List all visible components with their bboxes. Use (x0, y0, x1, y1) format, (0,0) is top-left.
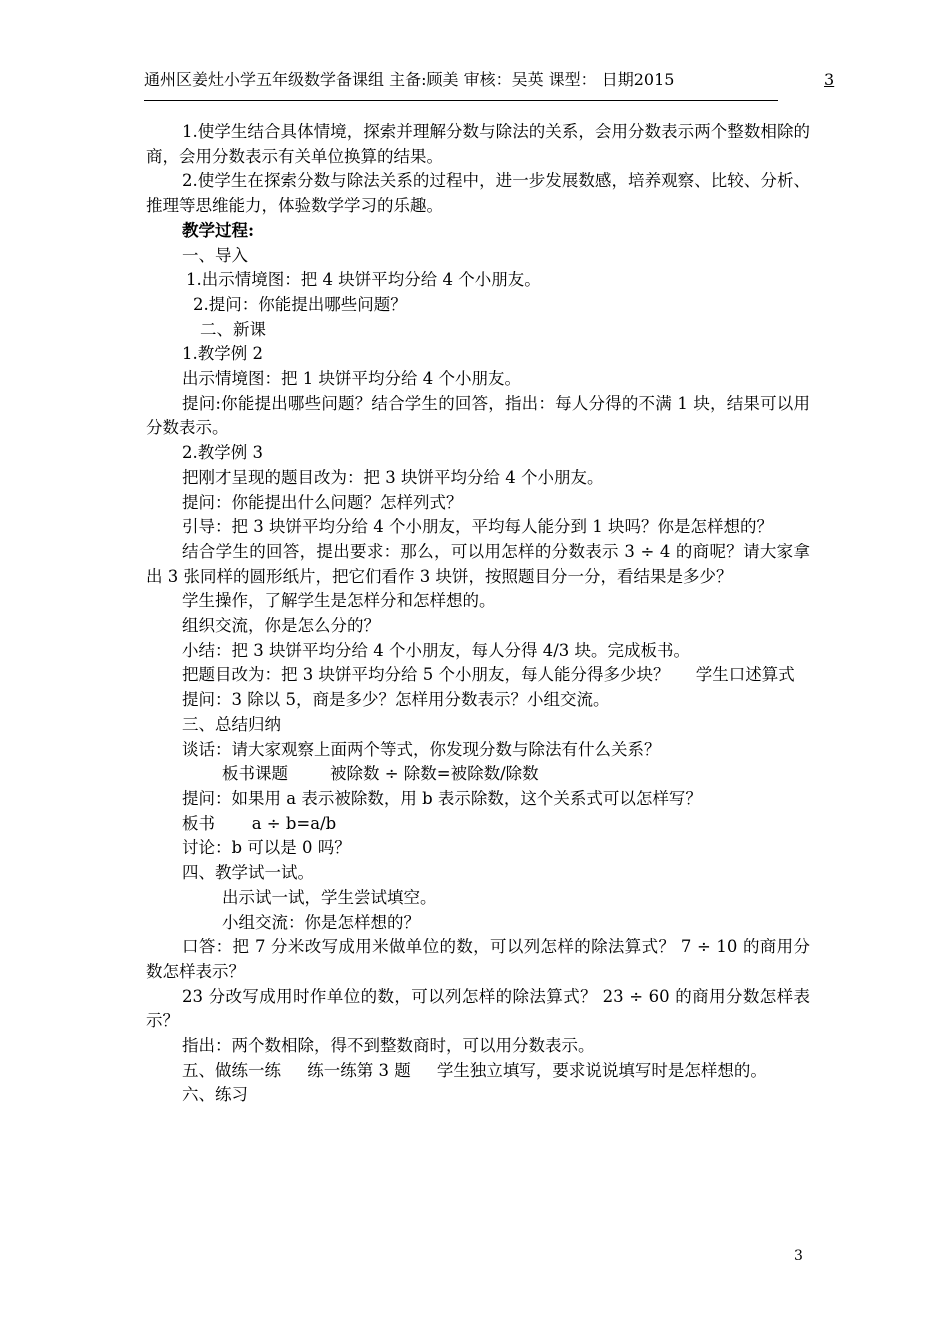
header-divider (144, 100, 778, 101)
board-title: 板书课题 被除数 ÷ 除数=被除数/除数 (222, 764, 539, 784)
discussion: 组织交流，你是怎么分的？ (182, 616, 380, 636)
student-operation: 学生操作，了解学生是怎样分和怎样想的。 (182, 591, 496, 611)
page-header (144, 66, 835, 94)
discuss-zero: 讨论：b 可以是 0 吗？ (182, 838, 351, 858)
example-2-scenario: 出示情境图：把 1 块饼平均分给 4 个小朋友。 (182, 369, 521, 389)
objective-1: 1.使学生结合具体情境，探索并理解分数与除法的关系，会用分数表示两个整数相除的商，会用分数表示有关单位换算的结果。 (146, 122, 810, 166)
board-formula: 板书 a ÷ b=a/b (182, 813, 337, 833)
example-3-question: 提问：你能提出什么问题？怎样列式？ (182, 492, 463, 512)
section-heading-process: 教学过程: (182, 220, 255, 240)
variation-question: 提问：3 除以 5，商是多少？怎样用分数表示？小组交流。 (182, 690, 610, 710)
intro-step-1: 1.出示情境图：把 4 块饼平均分给 4 个小朋友。 (186, 270, 541, 290)
variation: 把题目改为：把 3 块饼平均分给 5 个小朋友，每人能分得多少块？ 学生口述算式 (182, 665, 795, 685)
summary: 小结：把 3 块饼平均分给 4 个小朋友，每人分得 4/3 块。完成板书。 (182, 640, 691, 660)
example-3-scenario: 把刚才呈现的题目改为：把 3 块饼平均分给 4 个小朋友。 (182, 467, 604, 487)
example-2-question: 提问:你能提出哪些问题？结合学生的回答，指出：每人分得的不满 1 块，结果可以用分数表示。 (146, 393, 810, 438)
intro-step-2: 2.提问：你能提出哪些问题？ (193, 294, 407, 314)
section-heading-new-lesson: 二、新课 (200, 319, 266, 339)
example-3-heading: 2.教学例 3 (182, 443, 263, 463)
example-3-guide: 引导：把 3 块饼平均分给 4 个小朋友，平均每人能分到 1 块吗？你是怎样想的？ (182, 517, 773, 537)
point-out: 指出：两个数相除，得不到整数商时，可以用分数表示。 (182, 1036, 595, 1056)
section-heading-practice-6: 六、练习 (182, 1085, 248, 1105)
oral-answer-2: 23 分改写成用时作单位的数，可以列怎样的除法算式？ 23 ÷ 60 的商用分数怎样表示？ (146, 986, 810, 1031)
objective-2: 2.使学生在探索分数与除法关系的过程中，进一步发展数感，培养观察、比较、分析、推理等思维能力，体验数学学习的乐趣。 (146, 171, 810, 216)
document-body (146, 120, 810, 1108)
try-step-2: 小组交流：你是怎样想的？ (222, 912, 420, 932)
example-2-heading: 1.教学例 2 (182, 344, 263, 364)
summary-talk: 谈话：请大家观察上面两个等式，你发现分数与除法有什么关系？ (182, 739, 661, 759)
section-heading-practice-5: 五、做练一练 练一练第 3 题 学生独立填写，要求说说填写时是怎样想的。 (182, 1060, 767, 1080)
section-heading-try: 四、教学试一试。 (182, 863, 314, 883)
header-page-number: 3 (824, 70, 835, 89)
oral-answer-1: 口答：把 7 分米改写成用米做单位的数，可以列怎样的除法算式？ 7 ÷ 10 的商用分数怎样表示？ (146, 937, 810, 981)
section-heading-summary: 三、总结归纳 (182, 714, 281, 734)
try-step-1: 出示试一试，学生尝试填空。 (222, 887, 437, 907)
section-heading-intro: 一、导入 (182, 245, 248, 265)
footer-page-number: 3 (794, 1248, 803, 1264)
example-3-activity: 结合学生的回答，提出要求：那么，可以用怎样的分数表示 3 ÷ 4 的商呢？请大家拿出 3 张同样的圆形纸片，把它们看作 3 块饼，按照题目分一分，看结果是多少？ (146, 541, 810, 586)
header-text: 通州区姜灶小学五年级数学备课组 主备:顾美 审核：吴英 课型： 日期2015 (144, 70, 675, 89)
generalize-question: 提问：如果用 a 表示被除数，用 b 表示除数，这个关系式可以怎样写？ (182, 788, 702, 808)
